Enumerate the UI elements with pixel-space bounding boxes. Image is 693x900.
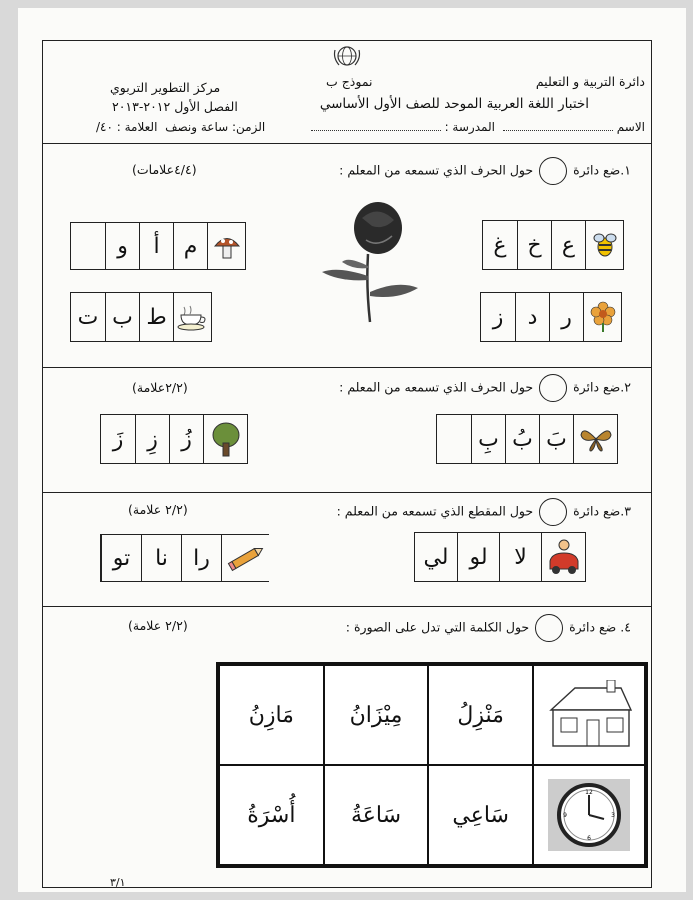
q4-prompt-a: ضع دائرة — [569, 619, 617, 635]
letter-cell[interactable]: بَ — [539, 415, 573, 463]
q1-circle-sample — [539, 157, 567, 185]
letter-cell[interactable]: و — [105, 223, 139, 269]
q4-number: ٤. — [620, 619, 631, 635]
q3-prompt-a: ضع دائرة — [573, 503, 621, 519]
letter-cell[interactable]: زَ — [112, 426, 124, 452]
letter-cell[interactable]: زُ — [169, 415, 203, 463]
letter-cell[interactable]: ع — [551, 221, 585, 269]
q4-circle-sample — [535, 614, 563, 642]
divider — [42, 492, 652, 493]
name-label: الاسم — [616, 120, 645, 134]
syllable-cell[interactable]: لو — [457, 533, 499, 581]
svg-text:3: 3 — [611, 812, 615, 819]
q1-row-bee — [482, 220, 624, 270]
letter-cell[interactable]: ت — [77, 304, 99, 330]
house-icon — [533, 665, 645, 765]
q2-prompt-b: حول الحرف الذي تسمعه من المعلم : — [339, 379, 534, 395]
letter-cell[interactable]: زِ — [135, 415, 169, 463]
letter-cell[interactable]: غ — [493, 232, 507, 258]
word-cell[interactable]: مِيْزَانُ — [324, 665, 429, 765]
letter-cell[interactable]: بُ — [505, 415, 539, 463]
letter-cell[interactable]: م — [173, 223, 207, 269]
letter-cell[interactable]: ر — [549, 293, 583, 341]
q2-prompt — [339, 374, 631, 402]
q1-marks: (٤/٤علامات) — [132, 162, 197, 177]
flower-icon — [583, 293, 621, 341]
school-label: المدرسة : — [444, 120, 495, 134]
q3-prompt — [337, 498, 631, 526]
total-mark: ٤٠/ — [96, 120, 113, 134]
svg-text:9: 9 — [563, 812, 567, 819]
syllable-cell[interactable]: تو — [101, 535, 141, 581]
word-cell[interactable]: مَازِنُ — [219, 665, 324, 765]
model-label: نموذج ب — [326, 74, 373, 89]
tree-icon — [203, 415, 247, 463]
q3-number: ٣. — [620, 503, 631, 519]
q4-prompt-b: حول الكلمة التي تدل على الصورة : — [345, 619, 530, 635]
word-cell[interactable]: سَاعِي — [428, 765, 533, 865]
q4-prompt — [346, 614, 631, 642]
divider — [42, 606, 652, 607]
q1-number: ١. — [620, 162, 631, 178]
q3-row-pencil — [100, 534, 269, 582]
q1-row-flower — [480, 292, 622, 342]
divider — [42, 367, 652, 368]
letter-cell[interactable]: خ — [517, 221, 551, 269]
center-name: مركز التطوير التربوي — [110, 80, 221, 95]
letter-cell[interactable]: ز — [492, 304, 504, 330]
rose-icon — [318, 196, 424, 324]
empty-cell — [71, 223, 105, 269]
empty-cell — [437, 415, 471, 463]
q2-marks: (٢/٢علامة) — [132, 380, 188, 395]
time-label: الزمن: ساعة ونصف — [165, 120, 266, 134]
letter-cell[interactable]: ط — [139, 293, 173, 341]
info-line — [307, 120, 645, 134]
car-icon — [541, 533, 585, 581]
syllable-cell[interactable]: را — [181, 535, 221, 581]
q2-prompt-a: ضع دائرة — [573, 379, 621, 395]
q3-row-car — [414, 532, 586, 582]
word-cell[interactable]: سَاعَةُ — [324, 765, 429, 865]
bee-icon — [585, 221, 623, 269]
page-number: ٣/١ — [110, 876, 126, 889]
word-cell[interactable]: مَنْزِلُ — [428, 665, 533, 765]
q4-marks: (٢/٢ علامة) — [128, 618, 188, 633]
un-emblem-icon — [330, 44, 364, 70]
word-cell[interactable]: أُسْرَةُ — [219, 765, 324, 865]
mushroom-icon — [207, 223, 245, 269]
syllable-cell[interactable]: نا — [141, 535, 181, 581]
q3-prompt-b: حول المقطع الذي تسمعه من المعلم : — [336, 503, 534, 519]
teacup-icon — [173, 293, 211, 341]
svg-text:6: 6 — [587, 835, 591, 842]
name-field[interactable] — [503, 120, 613, 131]
q3-marks: (٢/٢ علامة) — [128, 502, 188, 517]
exam-title: اختبار اللغة العربية الموحد للصف الأول الأساسي — [319, 96, 589, 112]
q1-prompt — [339, 157, 631, 185]
letter-cell[interactable]: أ — [139, 223, 173, 269]
q1-prompt-b: حول الحرف الذي تسمعه من المعلم : — [339, 162, 534, 178]
letter-cell[interactable]: د — [515, 293, 549, 341]
letter-cell[interactable]: بِ — [471, 415, 505, 463]
divider — [42, 143, 652, 144]
q2-number: ٢. — [620, 379, 631, 395]
word-grid — [216, 662, 648, 868]
q1-prompt-a: ضع دائرة — [573, 162, 621, 178]
clock-icon — [533, 765, 645, 865]
q2-row-butterfly — [436, 414, 618, 464]
department-name: دائرة التربية و التعليم — [535, 74, 645, 89]
semester-label: الفصل الأول ٢٠١٢-٢٠١٣ — [112, 99, 238, 114]
syllable-cell[interactable]: لي — [423, 544, 449, 570]
q2-row-tree — [100, 414, 248, 464]
q2-circle-sample — [539, 374, 567, 402]
q1-row-teacup — [70, 292, 212, 342]
svg-text:12: 12 — [585, 789, 593, 796]
school-field[interactable] — [311, 120, 441, 131]
syllable-cell[interactable]: لا — [499, 533, 541, 581]
q1-row-mushroom — [70, 222, 246, 270]
q3-circle-sample — [539, 498, 567, 526]
letter-cell[interactable]: ب — [105, 293, 139, 341]
time-mark-line — [96, 120, 265, 134]
butterfly-icon — [573, 415, 617, 463]
mark-label: العلامة : — [116, 120, 158, 134]
pencil-icon — [221, 535, 269, 581]
